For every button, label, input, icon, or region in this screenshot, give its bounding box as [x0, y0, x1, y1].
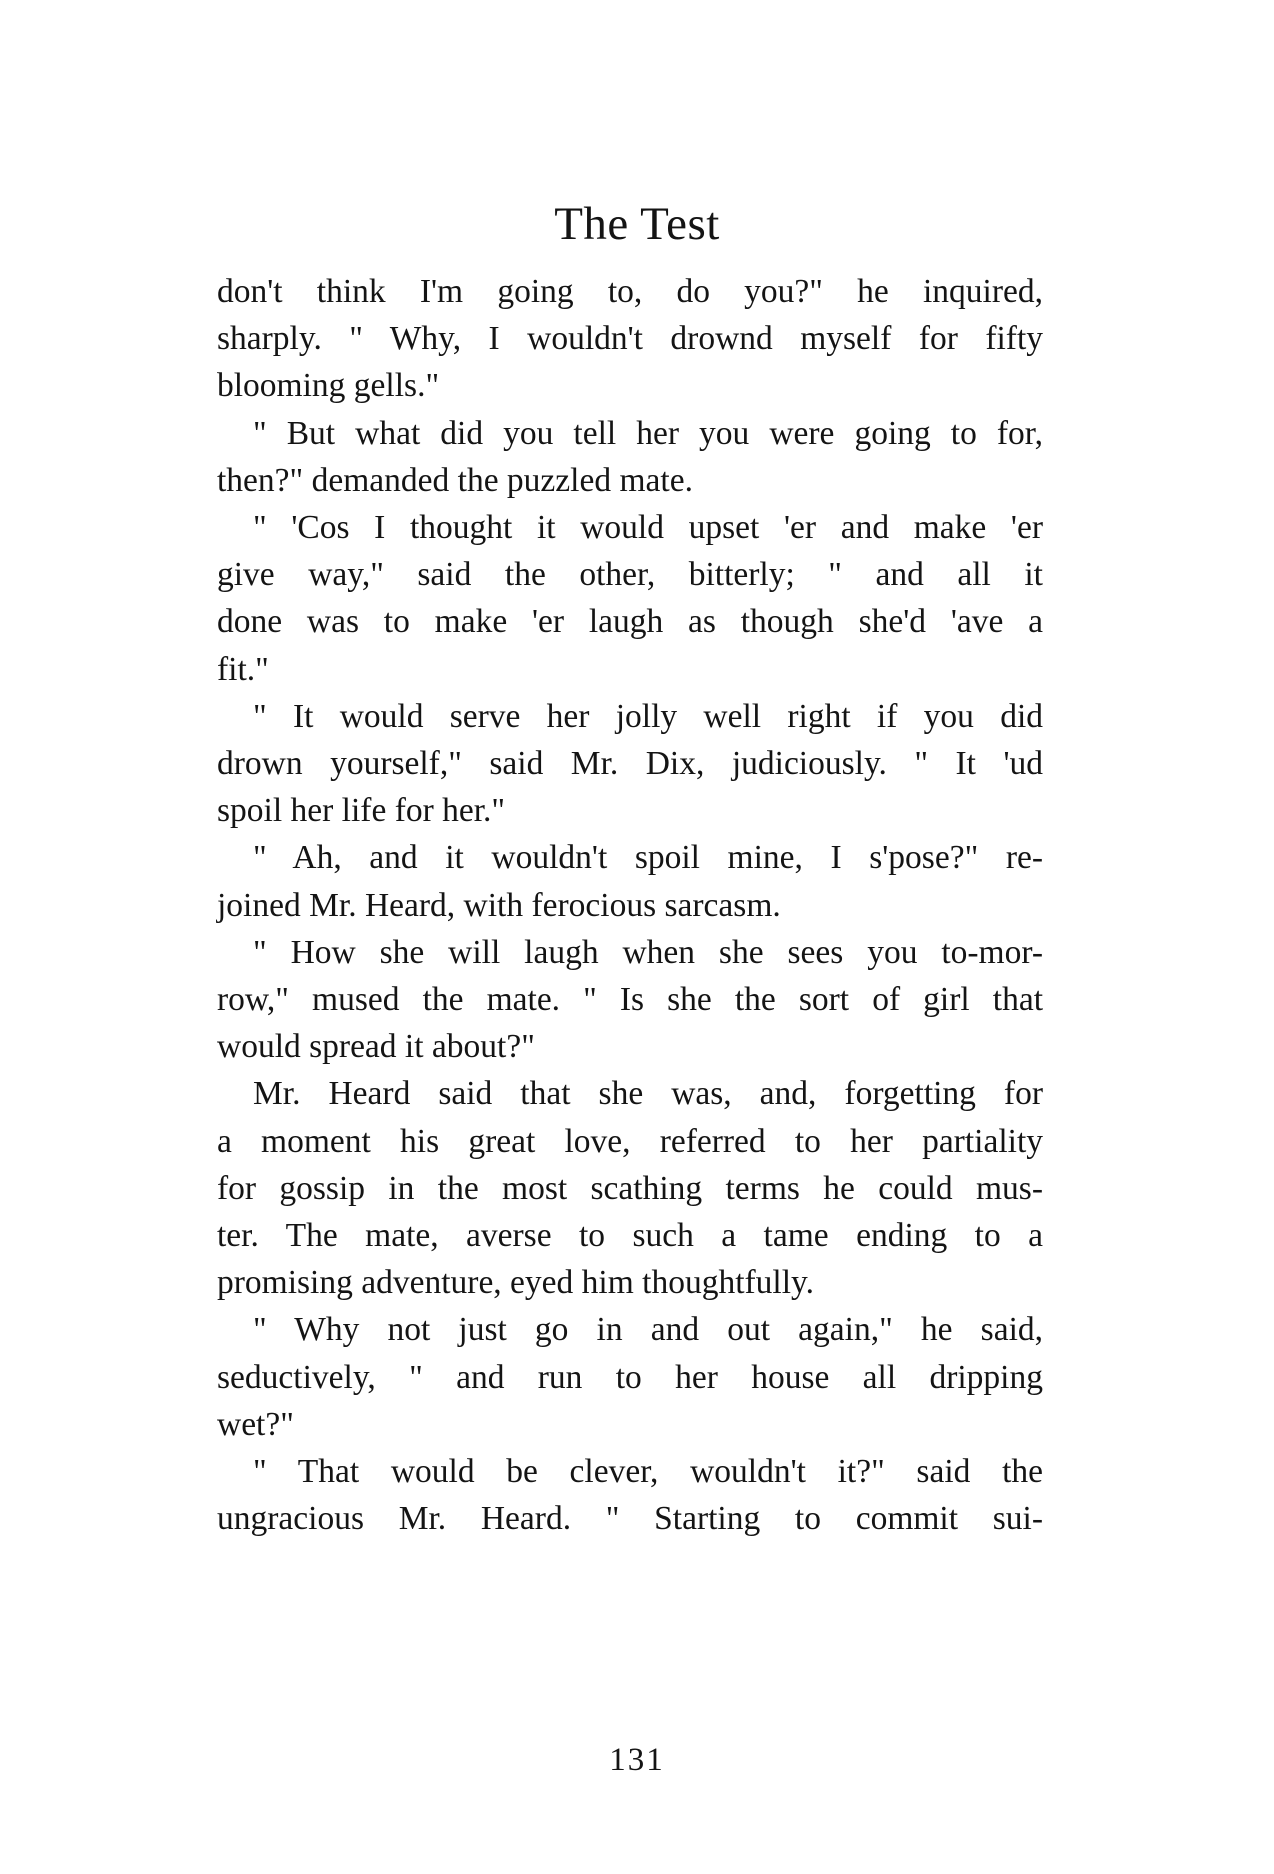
line: " But what did you tell her you were going to for, — [253, 414, 1043, 452]
line: spoil her life for her." — [217, 792, 506, 830]
line: " Ah, and it wouldn't spoil mine, I s'pose?" re- — [253, 839, 1043, 877]
running-head: The Test — [554, 198, 720, 250]
line: " It would serve her jolly well right if you did — [253, 697, 1043, 735]
line: row," mused the mate. " Is she the sort of girl that — [217, 981, 1043, 1019]
line: ungracious Mr. Heard. " Starting to commit sui- — [217, 1500, 1043, 1538]
body-text — [217, 268, 1043, 1542]
line: don't think I'm going to, do you?" he inquired, — [217, 273, 1043, 310]
line: wet?" — [217, 1405, 294, 1443]
line: then?" demanded the puzzled mate. — [217, 461, 693, 499]
line: " How she will laugh when she sees you to-mor- — [253, 933, 1043, 971]
line: seductively, " and run to her house all dripping — [217, 1358, 1043, 1396]
line: a moment his great love, referred to her partiality — [217, 1122, 1043, 1160]
line: give way," said the other, bitterly; " and all it — [217, 556, 1043, 594]
line: blooming gells." — [217, 367, 440, 405]
line: ter. The mate, averse to such a tame ending to a — [217, 1217, 1043, 1255]
line: joined Mr. Heard, with ferocious sarcasm. — [217, 886, 781, 924]
line: " That would be clever, wouldn't it?" said the — [253, 1453, 1043, 1491]
line: Mr. Heard said that she was, and, forgetting for — [253, 1075, 1043, 1113]
line: promising adventure, eyed him thoughtfully. — [217, 1264, 814, 1302]
line: " 'Cos I thought it would upset 'er and make 'er — [253, 509, 1043, 547]
line: drown yourself," said Mr. Dix, judiciously. " It 'ud — [217, 745, 1043, 783]
line: sharply. " Why, I wouldn't drownd myself for fifty — [217, 320, 1043, 358]
line: " Why not just go in and out again," he said, — [253, 1311, 1043, 1349]
line: would spread it about?" — [217, 1028, 535, 1066]
line: for gossip in the most scathing terms he could mus- — [217, 1169, 1043, 1207]
page-number: 131 — [609, 1742, 665, 1778]
line: fit." — [217, 650, 269, 688]
line: done was to make 'er laugh as though she'd 'ave a — [217, 603, 1043, 641]
